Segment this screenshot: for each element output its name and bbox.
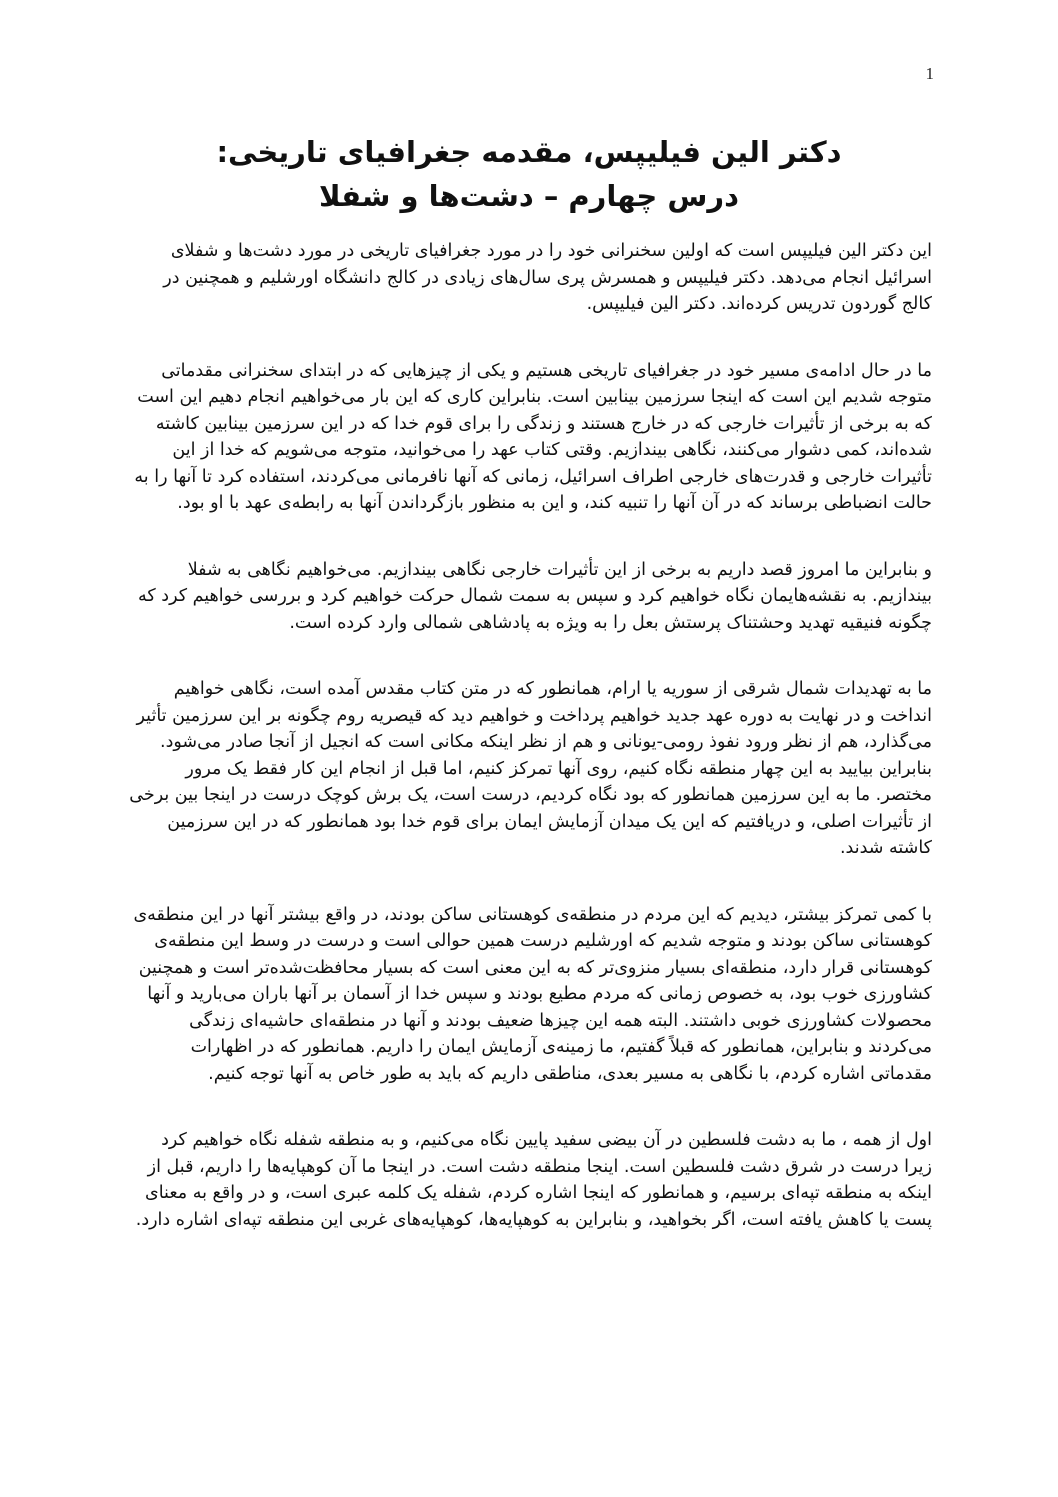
paragraph-2: ما در حال ادامه‌ی مسیر خود در جغرافیای تاریخی هستیم و یکی از چیزهایی که در ابتدای سخنرانی مقدماتی متوجه شدیم این است که اینجا سرزمین بینابین است. بنابراین کاری که این بار می‌خواهیم انجام دهیم این است که به برخی از تأثیرات خارجی که در خارج هستند و زندگی را برای قوم خدا که در این سرزمین بینابین کاشته شده‌اند، کمی دشوار می‌کنند، نگاهی بیندازیم. وقتی کتاب عهد را می‌خوانید، متوجه می‌شویم که خدا از این تأثیرات خارجی و قدرت‌های خارجی اطراف اسرائیل، زمانی که آنها نافرمانی می‌کردند، استفاده کرد تا آنها را به حالت انضباطی برساند که در آن آنها را تنبیه کند، و این به منظور بازگرداندن آنها به رابطه‌ی عهد با او بود. [134,360,932,513]
page-number: 1 [925,64,934,83]
paragraph-4: ما به تهدیدات شمال شرقی از سوریه یا ارام، همانطور که در متن کتاب مقدس آمده است، نگاهی خواهیم انداخت و در نهایت به دوره عهد جدید خواهیم پرداخت و خواهیم دید که قیصریه روم چگونه بر این سرزمین تأثیر می‌گذارد، هم از نظر ورود نفوذ رومی-یونانی و هم از نظر اینکه مکانی است که انجیل از آنجا صادر می‌شود. بنابراین بیایید به این چهار منطقه نگاه کنیم، روی آنها تمرکز کنیم، اما قبل از انجام این کار فقط یک مرور مختصر. ما به این سرزمین همانطور که بود نگاه کردیم، درست است، یک برش کوچک درست در اینجا بین برخی از تأثیرات اصلی، و دریافتیم که این یک میدان آزمایش ایمان برای قوم خدا بود همانطور که در این سرزمین کاشته شدند. [129,679,932,858]
document-title [130,130,928,218]
title-line-1: دکتر الین فیلیپس، مقدمه جغرافیای تاریخی: [216,135,842,169]
document-body [128,238,932,1273]
paragraph-6: اول از همه ، ما به دشت فلسطین در آن بیضی سفید پایین نگاه می‌کنیم، و به منطقه شفله نگاه خواهیم کرد زیرا درست در شرق دشت فلسطین است. اینجا منطقه دشت است. در اینجا ما آن کوهپایه‌ها را داریم، قبل از اینکه به منطقه تپه‌ای برسیم، و همانطور که اینجا اشاره کردم، شفله یک کلمه عبری است، و در واقع به معنای پست یا کاهش یافته است، اگر بخواهید، و بنابراین به کوهپایه‌ها، کوهپایه‌های غربی این منطقه تپه‌ای اشاره دارد. [135,1130,932,1230]
title-line-2: درس چهارم – دشت‌ها و شفلا [319,179,739,213]
paragraph-3: و بنابراین ما امروز قصد داریم به برخی از این تأثیرات خارجی نگاهی بیندازیم. می‌خواهیم نگاهی به شفلا بیندازیم. به نقشه‌هایمان نگاه خواهیم کرد و سپس به سمت شمال حرکت خواهیم کرد و بررسی خواهیم کرد که چگونه فنیقیه تهدید وحشتناک پرستش بعل را به ویژه به پادشاهی شمالی وارد کرده است. [138,559,932,633]
paragraph-1: این دکتر الین فیلیپس است که اولین سخنرانی خود را در مورد جغرافیای تاریخی در مورد دشت‌ها و شفلای اسرائیل انجام می‌دهد. دکتر فیلیپس و همسرش پری سال‌های زیادی در کالج دانشگاه اورشلیم و همچنین در کالج گوردون تدریس کرده‌اند. دکتر الین فیلیپس. [163,241,932,314]
paragraph-5: با کمی تمرکز بیشتر، دیدیم که این مردم در منطقه‌ی کوهستانی ساکن بودند، در واقع بیشتر آنها در این منطقه‌ی کوهستانی ساکن بودند و متوجه شدیم که اورشلیم درست همین حوالی است و درست در وسط این منطقه‌ی کوهستانی قرار دارد، منطقه‌ای بسیار منزوی‌تر که به این معنی است که بسیار محافظت‌شده‌تر است و همچنین کشاورزی خوب بود، به خصوص زمانی که مردم مطیع بودند و سپس خدا از آسمان بر آنها باران می‌بارید و آنها محصولات کشاورزی خوبی داشتند. البته همه این چیزها ضعیف بودند و آنها در منطقه‌ای حاشیه‌ای زندگی می‌کردند و بنابراین، همانطور که قبلاً گفتیم، ما زمینه‌ی آزمایش ایمان را داریم. همانطور که در اظهارات مقدماتی اشاره کردم، با نگاهی به مسیر بعدی، مناطقی داریم که باید به طور خاص به آنها توجه کنیم. [133,904,932,1084]
